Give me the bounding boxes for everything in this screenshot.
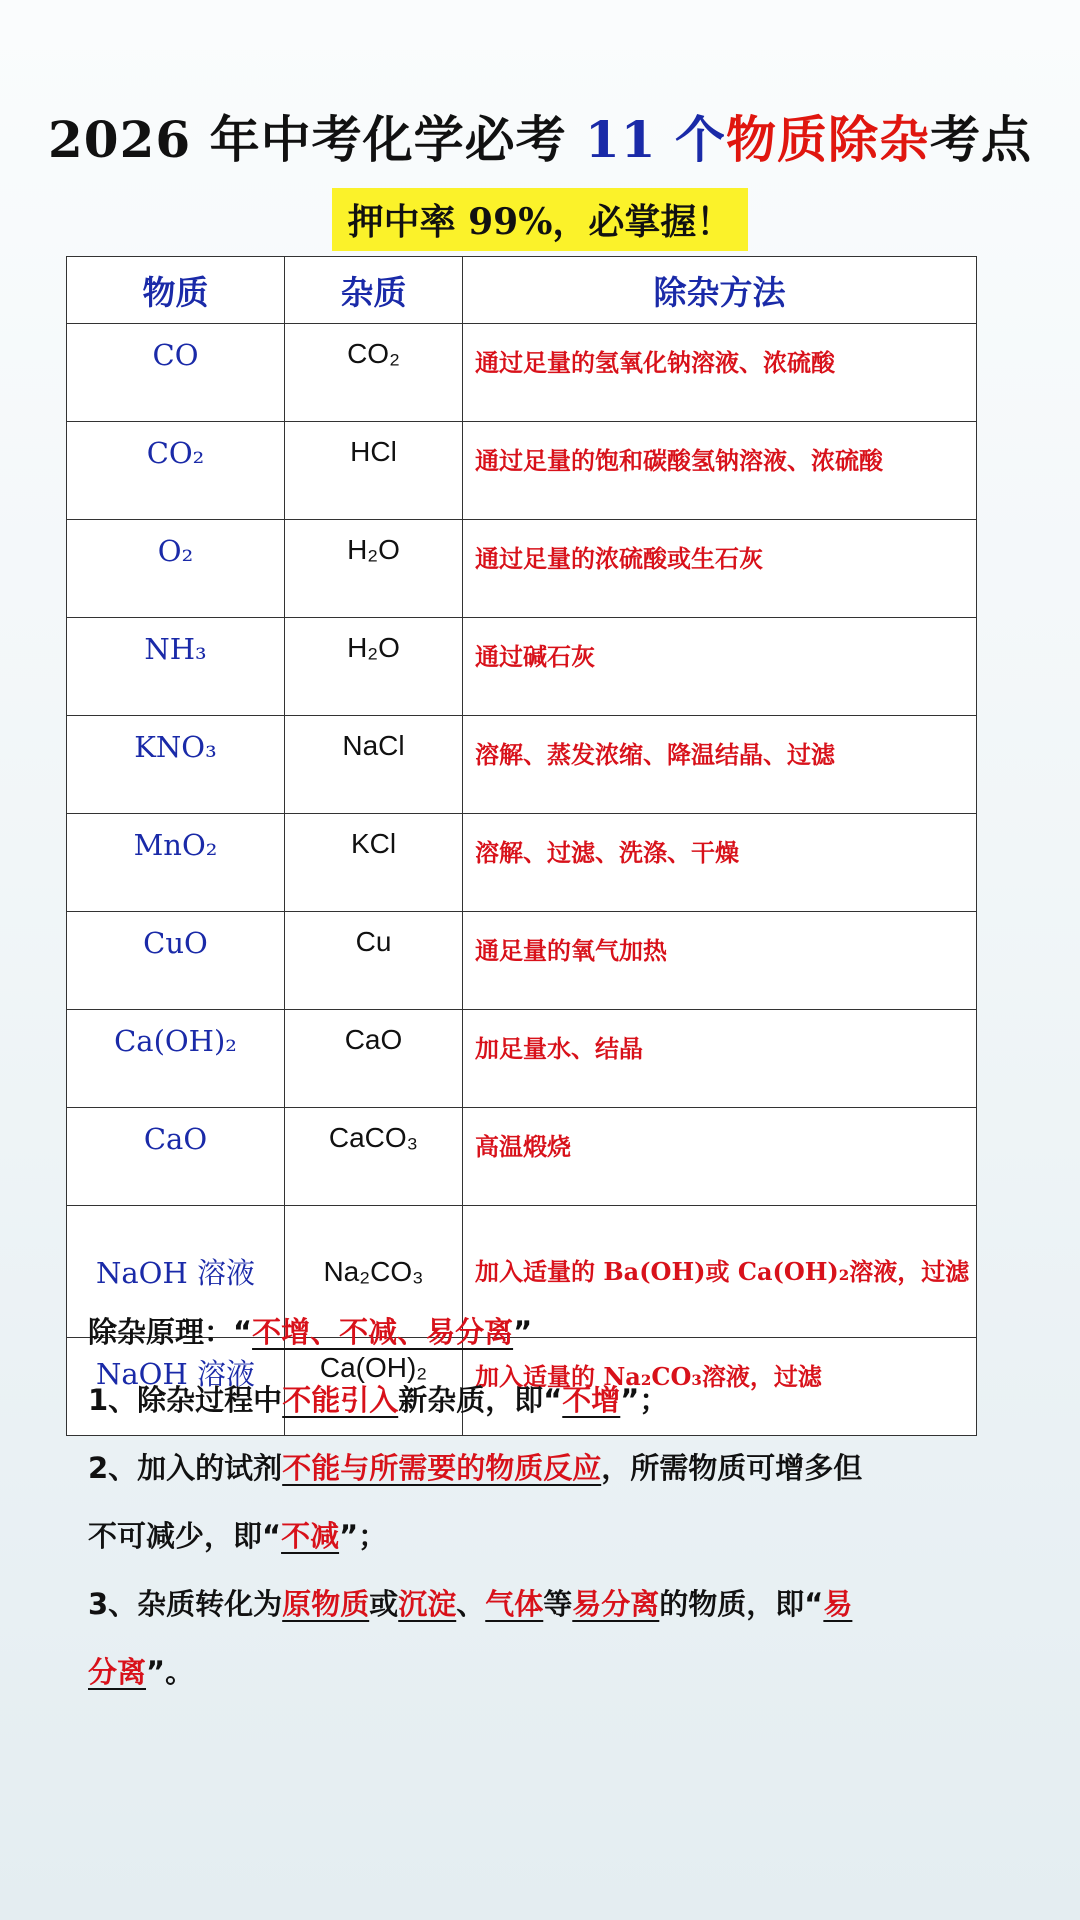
table-row (67, 912, 977, 1010)
note-text: 3、杂质转化为 (88, 1587, 283, 1621)
note-keyword: 不增 (562, 1383, 621, 1417)
table-row (67, 1108, 977, 1206)
impurity-cell: HCl (285, 422, 463, 520)
note-text: 2、加入的试剂 (88, 1451, 283, 1485)
title-count: 11 (585, 110, 657, 169)
substance-cell: NH₃ (67, 618, 285, 716)
note-keyword: 原物质 (282, 1587, 370, 1621)
impurity-table (66, 256, 977, 1436)
title-highlight: 物质除杂 (726, 110, 931, 169)
note-keyword: 易 (823, 1587, 853, 1621)
table-row (67, 1010, 977, 1108)
method-cell: 溶解、蒸发浓缩、降温结晶、过滤 (463, 716, 977, 814)
method-cell: 溶解、过滤、洗涤、干燥 (463, 814, 977, 912)
method-cell: 通过足量的浓硫酸或生石灰 (463, 520, 977, 618)
principle-end: ” (513, 1315, 533, 1349)
method-cell: 高温煅烧 (463, 1108, 977, 1206)
method-cell: 加入适量的 Ba(OH)或 Ca(OH)₂溶液，过滤 (463, 1206, 977, 1338)
substance-cell: NaOH 溶液 (67, 1338, 285, 1436)
impurity-cell: NaCl (285, 716, 463, 814)
note-keyword: 易分离 (572, 1587, 660, 1621)
table-row (67, 814, 977, 912)
impurity-cell: H₂O (285, 618, 463, 716)
title-part1: 年中考化学必考 (209, 110, 567, 169)
impurity-cell: KCl (285, 814, 463, 912)
note-text: 1、除杂过程中 (88, 1383, 283, 1417)
principle-label: 除杂原理：“ (88, 1315, 253, 1349)
method-cell: 通过碱石灰 (463, 618, 977, 716)
method-cell: 通足量的氧气加热 (463, 912, 977, 1010)
table-row (67, 618, 977, 716)
note-3 (88, 1570, 988, 1706)
substance-cell: CaO (67, 1108, 285, 1206)
substance-cell: Ca(OH)₂ (67, 1010, 285, 1108)
header-impurity: 杂质 (285, 257, 463, 324)
title-year: 2026 (47, 110, 192, 169)
substance-cell: CO (67, 324, 285, 422)
title-part2: 考点 (930, 110, 1033, 169)
table-row (67, 324, 977, 422)
substance-cell: MnO₂ (67, 814, 285, 912)
impurity-cell: Ca(OH)₂ (285, 1338, 463, 1436)
note-keyword: 沉淀 (398, 1587, 457, 1621)
substance-cell: KNO₃ (67, 716, 285, 814)
impurity-cell: CaCO₃ (285, 1108, 463, 1206)
method-cell: 通过足量的饱和碳酸氢钠溶液、浓硫酸 (463, 422, 977, 520)
title-unit: 个 (675, 110, 727, 169)
impurity-cell: H₂O (285, 520, 463, 618)
note-keyword: 气体 (485, 1587, 544, 1621)
method-cell: 通过足量的氢氧化钠溶液、浓硫酸 (463, 324, 977, 422)
note-text: ”； (620, 1383, 669, 1417)
note-keyword: 不能与所需要的物质反应 (282, 1451, 602, 1485)
substance-cell: O₂ (67, 520, 285, 618)
note-1 (88, 1366, 988, 1434)
header-substance: 物质 (67, 257, 285, 324)
impurity-cell: Cu (285, 912, 463, 1010)
substance-cell: CO₂ (67, 422, 285, 520)
note-text: 不可减少，即“ (88, 1519, 282, 1553)
note-keyword: 分离 (88, 1655, 147, 1689)
table-row (67, 520, 977, 618)
note-text: 、 (456, 1587, 486, 1621)
badge-wrap (0, 188, 1080, 251)
method-cell: 加入适量的 Na₂CO₃溶液，过滤 (463, 1338, 977, 1436)
table-row (67, 716, 977, 814)
highlight-badge: 押中率 99%，必掌握！ (332, 188, 749, 251)
impurity-cell: Na₂CO₃ (285, 1206, 463, 1338)
note-2 (88, 1434, 988, 1570)
impurity-cell: CaO (285, 1010, 463, 1108)
principle-key: 不增、不减、易分离 (252, 1315, 514, 1349)
header-method: 除杂方法 (463, 257, 977, 324)
note-text: 的物质，即“ (659, 1587, 824, 1621)
note-text: ，所需物质可增多但 (601, 1451, 863, 1485)
note-keyword: 不减 (281, 1519, 340, 1553)
impurity-cell: CO₂ (285, 324, 463, 422)
substance-cell: NaOH 溶液 (67, 1206, 285, 1338)
principle-notes (88, 1298, 988, 1706)
note-text: 新杂质，即“ (398, 1383, 563, 1417)
note-text: 等 (543, 1587, 573, 1621)
principle-line (88, 1298, 988, 1366)
substance-cell: CuO (67, 912, 285, 1010)
table-row (67, 422, 977, 520)
method-cell: 加足量水、结晶 (463, 1010, 977, 1108)
table-header-row (67, 257, 977, 324)
note-keyword: 不能引入 (282, 1383, 399, 1417)
note-text: 或 (369, 1587, 399, 1621)
note-text: ”； (339, 1519, 388, 1553)
page-title (0, 100, 1080, 172)
note-text: ”。 (146, 1655, 195, 1689)
